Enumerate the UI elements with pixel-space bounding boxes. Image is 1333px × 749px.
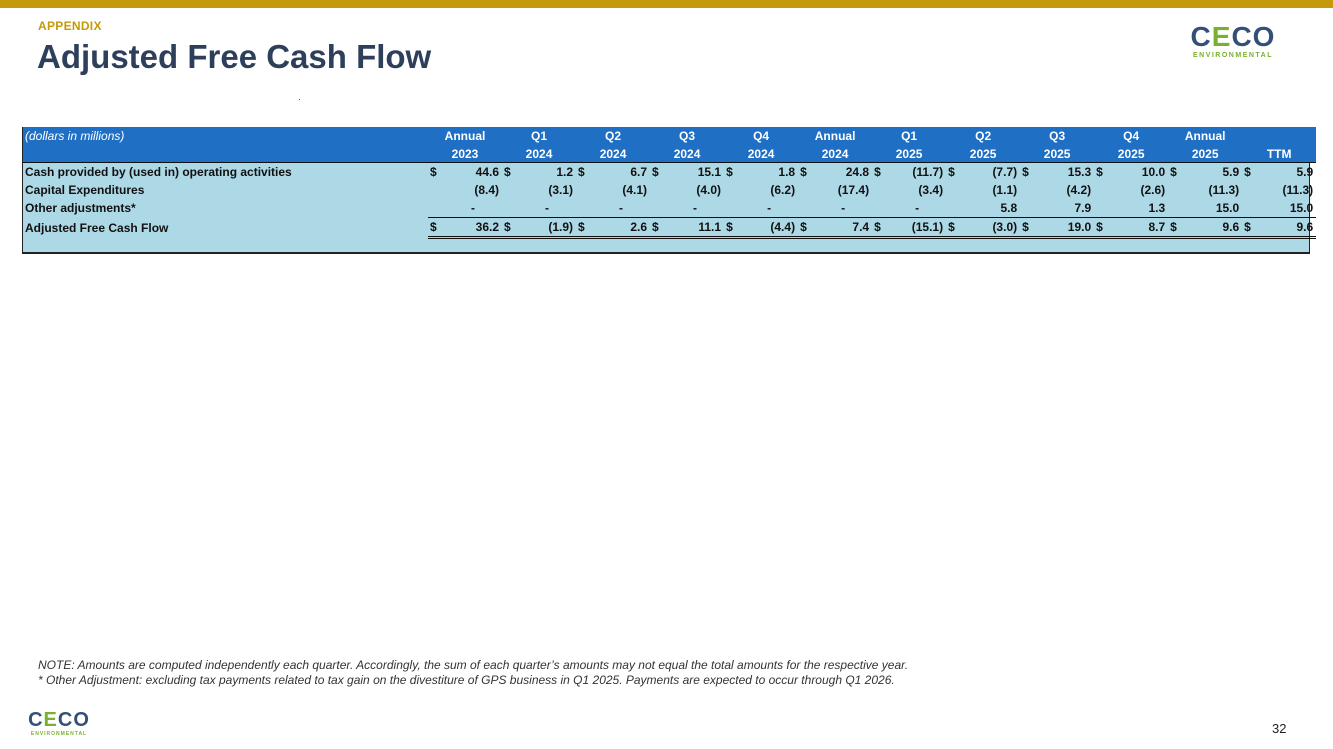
table-cell-value: (1.9) xyxy=(518,218,576,238)
table-row xyxy=(23,199,1316,218)
currency-symbol: $ xyxy=(948,165,955,179)
currency-symbol xyxy=(872,199,888,218)
currency-symbol: $ xyxy=(1170,165,1177,179)
logo-subtext: ENVIRONMENTAL xyxy=(1192,52,1274,59)
units-label: (dollars in millions) xyxy=(23,127,428,145)
currency-symbol xyxy=(1168,199,1184,218)
table-cell-value: - xyxy=(471,201,475,215)
note-line-1: NOTE: Amounts are computed independently each quarter. Accordingly, the sum of each quarter’s amounts may not equal the total amounts for the respective year. xyxy=(38,658,909,672)
table-cell-value: 15.0 xyxy=(1215,201,1240,215)
table-cell-value: - xyxy=(915,201,920,215)
table-cell-value: 5.9 xyxy=(1296,165,1314,179)
table-cell-value: 15.0 xyxy=(1289,201,1314,215)
currency-symbol xyxy=(428,199,444,218)
table-cell-value: 15.1 xyxy=(697,165,722,179)
table-cell-value: 6.7 xyxy=(630,165,648,179)
currency-symbol: $ xyxy=(430,165,437,179)
column-header-period: Annual xyxy=(1168,127,1242,145)
table-cell-value: (8.4) xyxy=(474,183,500,197)
table-cell-value: - xyxy=(693,201,698,215)
header-spacer xyxy=(23,145,428,163)
table-cell-value: 1.3 xyxy=(1148,201,1166,215)
header-row-year xyxy=(23,145,1316,163)
column-header-year: 2025 xyxy=(1168,145,1242,163)
table-cell-value: - xyxy=(841,201,846,215)
column-header-period: Q2 xyxy=(576,127,650,145)
column-header-year: 2024 xyxy=(576,145,650,163)
column-header-year: 2025 xyxy=(946,145,1020,163)
currency-symbol: $ xyxy=(1242,218,1258,238)
currency-symbol: $ xyxy=(650,218,666,238)
column-header-period: Q4 xyxy=(724,127,798,145)
table-cell-value: 7.4 xyxy=(814,218,872,238)
table-cell-value: - xyxy=(545,201,550,215)
table-cell-value: - xyxy=(767,201,772,215)
currency-symbol: $ xyxy=(1022,165,1029,179)
currency-symbol xyxy=(1242,181,1258,199)
column-header-year: 2023 xyxy=(428,145,502,163)
column-header-period xyxy=(1242,127,1316,145)
table-cell-value: (3.1) xyxy=(548,183,574,197)
page-number: 32 xyxy=(1272,721,1287,736)
currency-symbol xyxy=(1168,181,1184,199)
currency-symbol: $ xyxy=(1094,218,1110,238)
column-header-period: Q4 xyxy=(1094,127,1168,145)
table-cell-value: 2.6 xyxy=(592,218,650,238)
table-cell-value: 15.3 xyxy=(1067,165,1092,179)
table-cell-value: (4.4) xyxy=(740,218,798,238)
table-cell-value: 44.6 xyxy=(475,165,500,179)
table-cell-value: 1.2 xyxy=(556,165,574,179)
currency-symbol xyxy=(650,181,666,199)
currency-symbol xyxy=(946,181,962,199)
page-title: Adjusted Free Cash Flow xyxy=(37,38,432,75)
table-cell-value: 1.8 xyxy=(778,165,796,179)
cash-flow-table xyxy=(23,127,1316,239)
column-header-period: Q2 xyxy=(946,127,1020,145)
column-header-period: Q1 xyxy=(872,127,946,145)
currency-symbol xyxy=(576,199,592,218)
footnotes xyxy=(38,658,908,688)
currency-symbol xyxy=(798,181,814,199)
table-cell-value: 8.7 xyxy=(1110,218,1168,238)
table-cell-value: (11.7) xyxy=(912,165,944,179)
column-header-year: TTM xyxy=(1242,145,1316,163)
header-row-period xyxy=(23,127,1316,145)
column-header-period: Q3 xyxy=(650,127,724,145)
currency-symbol: $ xyxy=(652,165,659,179)
currency-symbol: $ xyxy=(502,218,518,238)
note-line-2: * Other Adjustment: excluding tax payments related to tax gain on the divestiture of GPS business in Q1 2025. Payments are expected to occur through Q1 2026. xyxy=(38,673,895,687)
footer-logo-wordmark: CECO xyxy=(28,709,90,731)
table-cell-value: 9.6 xyxy=(1258,218,1316,238)
row-label: Capital Expenditures xyxy=(25,183,145,197)
currency-symbol xyxy=(724,199,740,218)
column-header-period: Annual xyxy=(428,127,502,145)
top-accent-bar xyxy=(0,0,1333,8)
column-header-year: 2025 xyxy=(872,145,946,163)
column-header-year: 2025 xyxy=(1094,145,1168,163)
row-label: Adjusted Free Cash Flow xyxy=(25,220,169,235)
table-row xyxy=(23,218,1316,238)
currency-symbol xyxy=(650,199,666,218)
company-logo xyxy=(1188,22,1278,59)
column-header-period: Q1 xyxy=(502,127,576,145)
currency-symbol: $ xyxy=(504,165,511,179)
table-cell-value: (11.3) xyxy=(1282,183,1314,197)
currency-symbol xyxy=(1020,199,1036,218)
currency-symbol xyxy=(428,181,444,199)
currency-symbol xyxy=(1094,181,1110,199)
currency-symbol: $ xyxy=(576,218,592,238)
column-header-year: 2024 xyxy=(798,145,872,163)
table-cell-value: 10.0 xyxy=(1141,165,1166,179)
currency-symbol: $ xyxy=(428,218,444,238)
table-cell-value: (4.0) xyxy=(696,183,722,197)
currency-symbol xyxy=(502,199,518,218)
table-cell-value: (4.2) xyxy=(1066,183,1092,197)
currency-symbol: $ xyxy=(874,165,881,179)
table-cell-value: 5.9 xyxy=(1222,165,1240,179)
table-cell-value: (17.4) xyxy=(837,183,870,197)
table-cell-value: 24.8 xyxy=(845,165,870,179)
table-row xyxy=(23,163,1316,182)
table-cell-value: (3.4) xyxy=(918,183,944,197)
currency-symbol: $ xyxy=(1020,218,1036,238)
table-cell-value: 5.8 xyxy=(1000,201,1018,215)
column-header-year: 2024 xyxy=(502,145,576,163)
footer-logo-subtext: ENVIRONMENTAL xyxy=(30,731,88,737)
table-cell-value: (4.1) xyxy=(622,183,648,197)
table-row xyxy=(23,181,1316,199)
table-cell-value: 11.1 xyxy=(666,218,724,238)
cash-flow-table-container xyxy=(22,127,1314,254)
table-cell-value: 19.0 xyxy=(1036,218,1094,238)
table-cell-value: (15.1) xyxy=(888,218,946,238)
table-cell-value: 9.6 xyxy=(1184,218,1242,238)
column-header-period: Q3 xyxy=(1020,127,1094,145)
currency-symbol: $ xyxy=(872,218,888,238)
currency-symbol xyxy=(1094,199,1110,218)
table-cell-value: (1.1) xyxy=(992,183,1018,197)
currency-symbol xyxy=(1242,199,1258,218)
currency-symbol xyxy=(798,199,814,218)
column-header-year: 2024 xyxy=(650,145,724,163)
currency-symbol xyxy=(724,181,740,199)
currency-symbol xyxy=(502,181,518,199)
currency-symbol: $ xyxy=(1244,165,1251,179)
table-cell-value: (11.3) xyxy=(1208,183,1240,197)
currency-symbol xyxy=(576,181,592,199)
section-tag: APPENDIX xyxy=(38,19,102,33)
table-cell-value: 7.9 xyxy=(1074,201,1092,215)
table-cell-value: (3.0) xyxy=(962,218,1020,238)
currency-symbol: $ xyxy=(946,218,962,238)
currency-symbol: $ xyxy=(724,218,740,238)
currency-symbol: $ xyxy=(1168,218,1184,238)
currency-symbol xyxy=(946,199,962,218)
currency-symbol: $ xyxy=(1096,165,1103,179)
column-header-year: 2025 xyxy=(1020,145,1094,163)
row-label: Cash provided by (used in) operating activities xyxy=(25,165,292,179)
table-cell-value: (6.2) xyxy=(770,183,796,197)
currency-symbol xyxy=(872,181,888,199)
stray-dot xyxy=(299,99,300,100)
row-label: Other adjustments* xyxy=(25,201,136,216)
column-header-period: Annual xyxy=(798,127,872,145)
table-cell-value: (7.7) xyxy=(992,165,1018,179)
currency-symbol: $ xyxy=(578,165,585,179)
currency-symbol: $ xyxy=(800,165,807,179)
table-cell-value: (2.6) xyxy=(1140,183,1166,197)
currency-symbol: $ xyxy=(726,165,733,179)
currency-symbol: $ xyxy=(798,218,814,238)
table-cell-value: 36.2 xyxy=(444,218,502,238)
logo-wordmark: CECO xyxy=(1190,21,1276,52)
column-header-year: 2024 xyxy=(724,145,798,163)
table-cell-value: - xyxy=(619,201,624,215)
footer-logo xyxy=(28,710,90,737)
currency-symbol xyxy=(1020,181,1036,199)
